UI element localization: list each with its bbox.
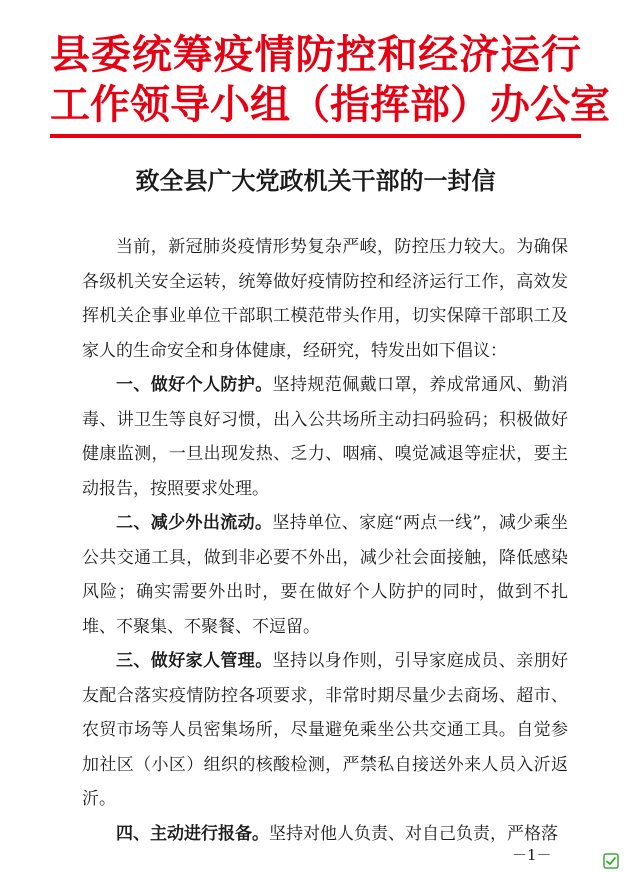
section-heading-2: 二、减少外出流动。: [116, 513, 273, 533]
issuer-line-1: 县委统筹疫情防控和经济运行: [50, 31, 581, 78]
section-paragraph-3: [82, 644, 568, 817]
section-text-4: 坚持对他人负责、对自己负责，严格落: [269, 823, 558, 844]
page-number: －1－: [512, 846, 552, 864]
section-heading-3: 三、做好家人管理。: [116, 651, 273, 671]
section-text-2: 坚持单位、家庭“两点一线”，减少乘坐公共交通工具，做到非必要不外出，减少社会面接触，降低感染风险；确实需要外出时，要在做好个人防护的同时，做到不扎堆、不聚集、不聚餐、不逗留。: [82, 513, 568, 637]
section-paragraph-4: [82, 817, 568, 852]
section-text-1: 坚持规范佩戴口罩，养成常通风、勤消毒、讲卫生等良好习惯，出入公共场所主动扫码验码；积极做好健康监测，一旦出现发热、乏力、咽痛、嗅觉减退等症状，要主动报告，按照要求处理。: [82, 375, 569, 499]
section-heading-4: 四、主动进行报备。: [116, 823, 269, 844]
section-paragraph-2: [82, 506, 568, 644]
section-heading-1: 一、做好个人防护。: [116, 375, 273, 395]
letter-title: 致全县广大党政机关干部的一封信: [135, 166, 496, 195]
issuer-line-2: 工作领导小组（指挥部）办公室: [50, 81, 610, 128]
check-badge-icon: [603, 853, 619, 869]
section-paragraph-1: [82, 368, 568, 506]
issuer-header: [50, 30, 610, 130]
letter-body: [82, 230, 568, 851]
red-separator-rule: [50, 134, 581, 138]
intro-paragraph: 当前，新冠肺炎疫情形势复杂严峻，防控压力较大。为确保各级机关安全运转，统筹做好疫情防控和经济运行工作，高效发挥机关企事业单位干部职工模范带头作用，切实保障干部职工及家人的生命安全和身体健康，经研究，特发出如下倡议：: [82, 237, 568, 361]
section-text-3: 坚持以身作则，引导家庭成员、亲朋好友配合落实疫情防控各项要求，非常时期尽量少去商场、超市、农贸市场等人员密集场所，尽量避免乘坐公共交通工具。自觉参加社区（小区）组织的核酸检测，严禁私自接送外来人员入沂返沂。: [82, 651, 569, 809]
